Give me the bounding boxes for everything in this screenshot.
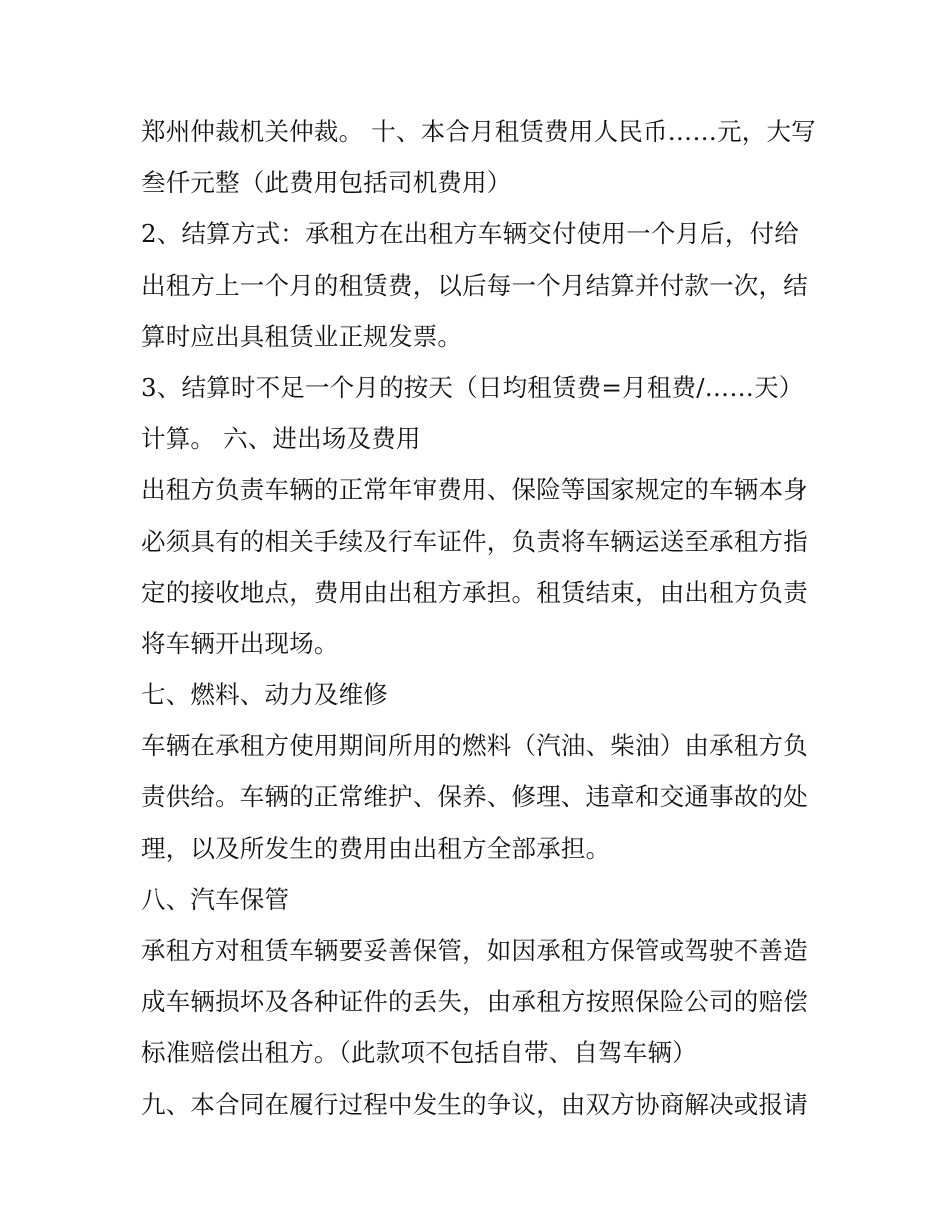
text-line: 承租方对租赁车辆要妥善保管，如因承租方保管或驾驶不善造 — [141, 936, 808, 965]
text-line: 算时应出具租赁业正规发票。 — [141, 321, 463, 351]
text-line: 九、本合同在履行过程中发生的争议，由双方协商解决或报请 — [141, 1089, 808, 1119]
text-line: 必须具有的相关手续及行车证件，负责将车辆运送至承租方指 — [141, 526, 808, 556]
text-line: 定的接收地点，费用由出租方承担。租赁结束，由出租方负责 — [141, 577, 808, 607]
text-line: 出租方负责车辆的正常年审费用、保险等国家规定的车辆本身 — [141, 475, 808, 505]
text-line: 计算。 六、进出场及费用 — [141, 424, 421, 454]
text-line: 3、结算时不足一个月的按天（日均租赁费=月租费/……天） — [141, 372, 804, 402]
text-line: 出租方上一个月的租赁费，以后每一个月结算并付款一次，结 — [141, 270, 808, 300]
text-line: 2、结算方式：承租方在出租方车辆交付使用一个月后，付给 — [141, 219, 799, 249]
text-line: 成车辆损坏及各种证件的丢失，由承租方按照保险公司的赔偿 — [141, 987, 808, 1017]
section-heading: 八、汽车保管 — [141, 884, 290, 914]
document-body — [141, 106, 821, 1130]
text-line: 责供给。车辆的正常维护、保养、修理、违章和交通事故的处 — [141, 782, 808, 812]
text-line: 叁仟元整（此费用包括司机费用） — [141, 168, 512, 198]
text-line: 理，以及所发生的费用由出租方全部承担。 — [141, 833, 611, 863]
text-line: 将车辆开出现场。 — [141, 628, 339, 658]
section-heading: 七、燃料、动力及维修 — [141, 680, 388, 710]
text-line: 车辆在承租方使用期间所用的燃料（汽油、柴油）由承租方负 — [141, 731, 808, 761]
text-line: 标准赔偿出租方。（此款项不包括自带、自驾车辆） — [141, 1038, 697, 1068]
text-line: 郑州仲裁机关仲裁。 十、本合月租赁费用人民币……元，大写 — [141, 117, 816, 146]
